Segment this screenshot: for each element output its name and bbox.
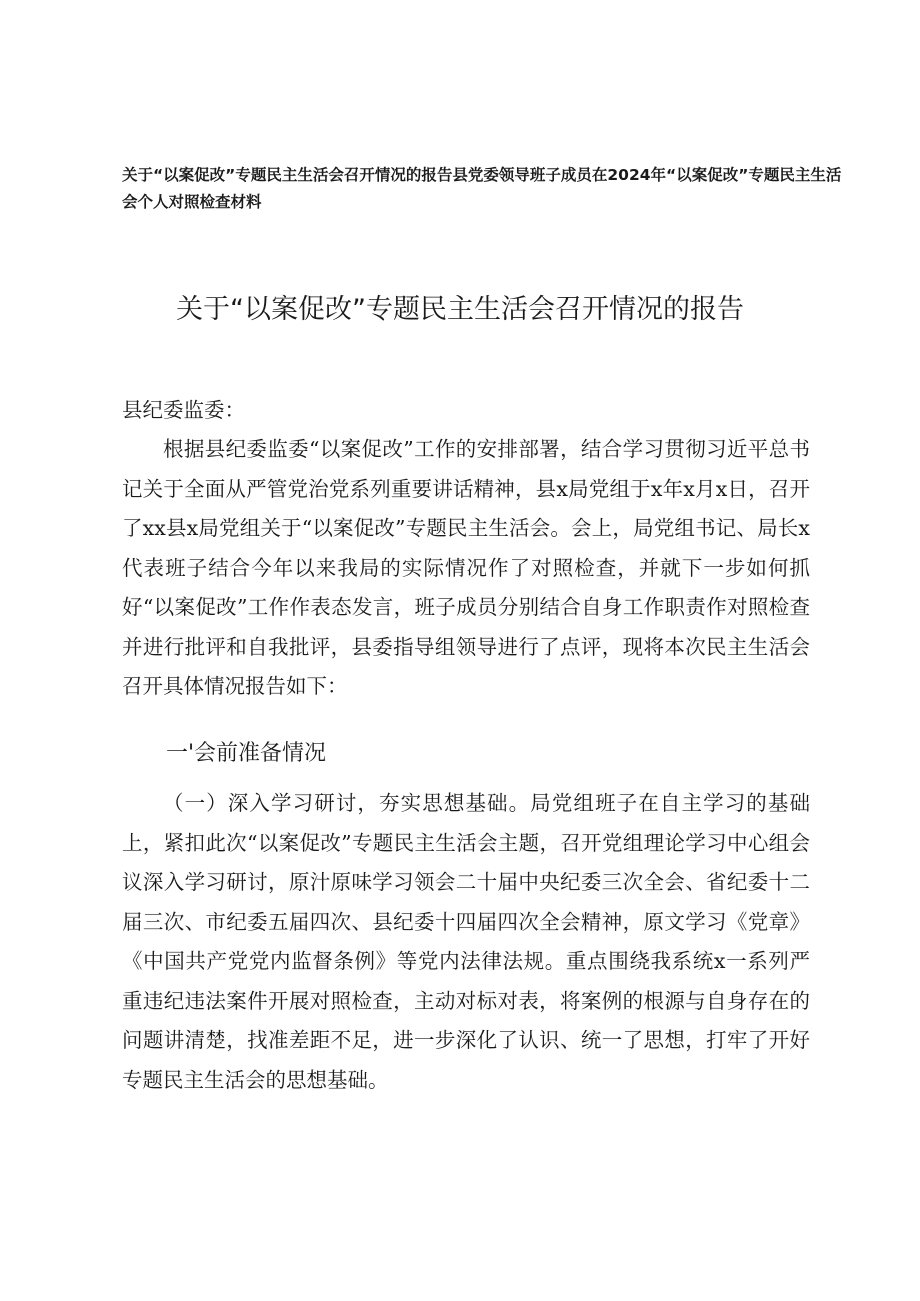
report-title: 关于“以案促改”专题民主生活会召开情况的报告 bbox=[176, 294, 744, 325]
paragraph-intro: 根据县纪委监委“以案促改”工作的安排部署，结合学习贯彻习近平总书记关于全面从严管党治党系列重要讲话精神，县x局党组于x年x月x日，召开了xx县x局党组关于“以案促改”专题民主生活会。会上，局党组书记、局长x代表班子结合今年以来我局的实际情况作了对照检查，并就下一步如何抓好“以案促改”工作作表态发言，班子成员分别结合自身工作职责作对照检查并进行批评和自我批评，县委指导组领导进行了点评，现将本次民主生活会召开具体情况报告如下： bbox=[122, 437, 810, 698]
salutation: 县纪委监委： bbox=[122, 398, 245, 422]
paragraph-study: （一）深入学习研讨，夯实思想基础。局党组班子在自主学习的基础上，紧扣此次“以案促改”专题民主生活会主题，召开党组理论学习中心组会议深入学习研讨，原汁原味学习领会二十届中央纪委三次全会、省纪委十二届三次、市纪委五届四次、县纪委十四届四次全会精神，原文学习《党章》《中国共产党党内监督条例》等党内法律法规。重点围绕我系统x一系列严重违纪违法案件开展对照检查，主动对标对表，将案例的根源与自身存在的问题讲清楚，找准差距不足，进一步深化了认识、统一了思想，打牢了开好专题民主生活会的思想基础。 bbox=[122, 791, 810, 1092]
document-heading: 关于“以案促改”专题民主生活会召开情况的报告县党委领导班子成员在2024年“以案促改”专题民主生活会个人对照检查材料 bbox=[122, 166, 842, 211]
section-heading-preparation: 一'会前准备情况 bbox=[166, 741, 327, 766]
